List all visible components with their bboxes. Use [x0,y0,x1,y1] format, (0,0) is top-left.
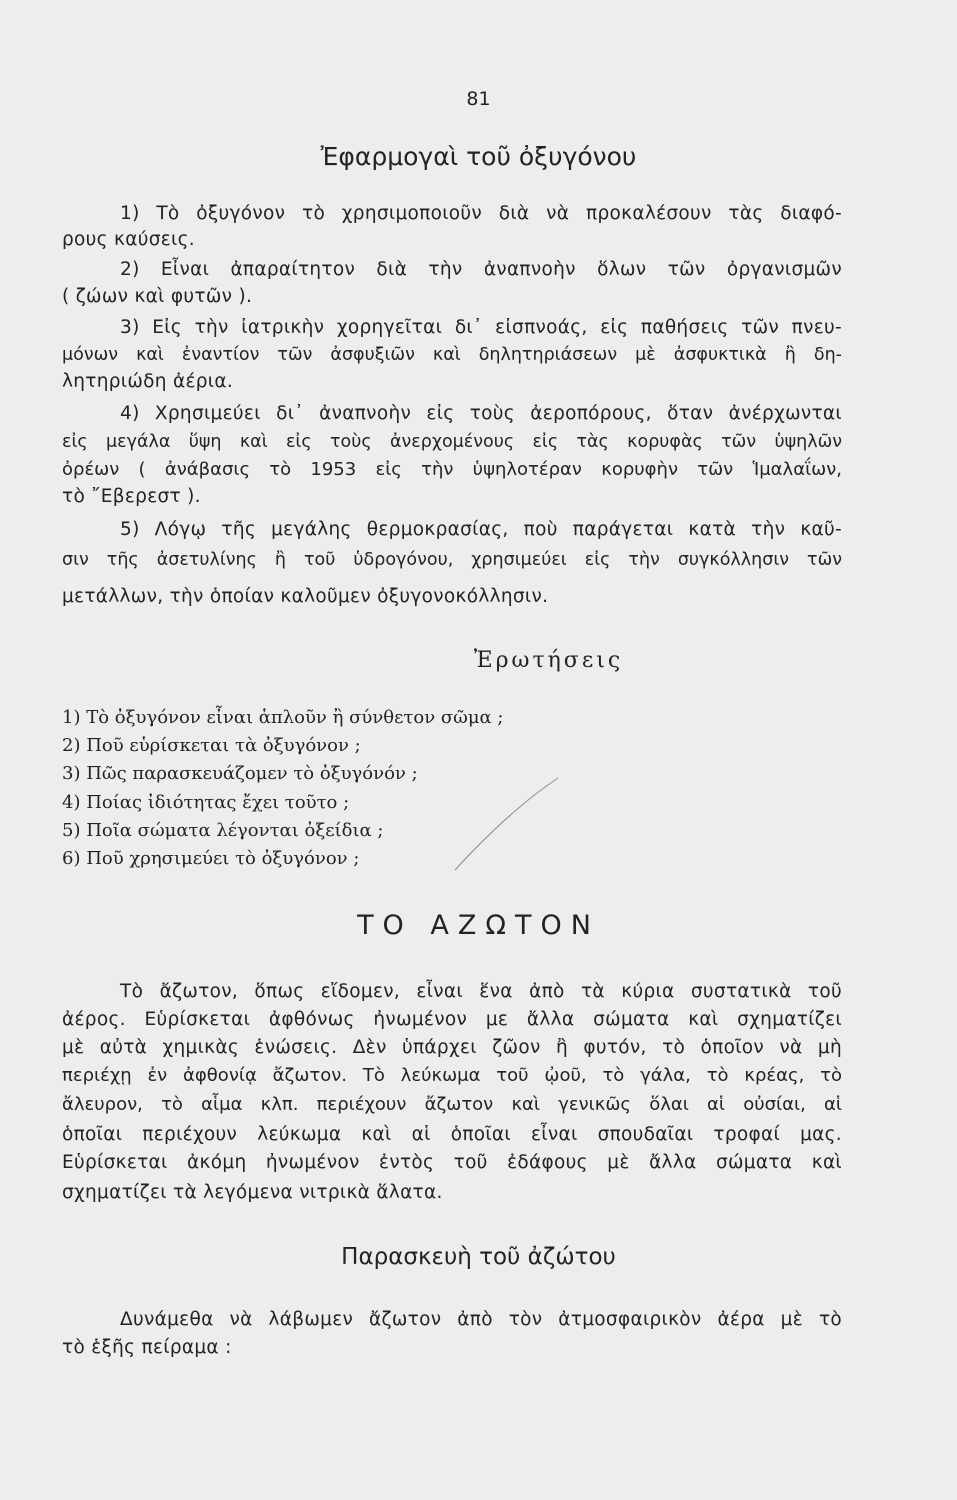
question-item: 3) Πῶς παρασκευάζομεν τὸ ὀξυγόνόν ; [62,763,418,784]
text-line: Εὑρίσκεται ἀκόμη ἠνωμένον ἐντὸς τοῦ ἐδάφους μὲ ἄλλα σώματα καὶ [62,1152,842,1173]
text-line: τὸ ἑξῆς πείραμα : [62,1337,232,1358]
text-line: 1) Τὸ ὀξυγόνον τὸ χρησιμοποιοῦν διὰ νὰ προκαλέσουν τὰς διαφό- [120,203,842,224]
text-line: Τὸ ἄζωτον, ὅπως εἴδομεν, εἶναι ἕνα ἀπὸ τὰ κύρια συστατικὰ τοῦ [120,981,842,1002]
text-line: Δυνάμεθα νὰ λάβωμεν ἄζωτον ἀπὸ τὸν ἀτμοσφαιρικὸν ἀέρα μὲ τὸ [120,1309,842,1330]
text-line: 2) Εἶναι ἀπαραίτητον διὰ τὴν ἀναπνοὴν ὅλων τῶν ὀργανισμῶν [120,259,842,280]
question-item: 2) Ποῦ εὑρίσκεται τὰ ὀξυγόνον ; [62,735,361,756]
text-line: τὸ ῎Εβερεστ ). [62,486,201,507]
text-line: ( ζώων καὶ φυτῶν ). [62,286,253,307]
text-line: 5) Λόγῳ τῆς μεγάλης θερμοκρασίας, ποὺ παράγεται κατὰ τὴν καῦ- [120,519,842,540]
text-line: ἄλευρον, τὸ αἷμα κλπ. περιέχουν ἄζωτον καὶ γενικῶς ὅλαι αἱ οὐσίαι, αἱ [62,1094,842,1115]
text-line: περιέχῃ ἐν ἀφθονίᾳ ἄζωτον. Τὸ λεύκωμα τοῦ ᾠοῦ, τὸ γάλα, τὸ κρέας, τὸ [62,1065,842,1086]
question-item: 6) Ποῦ χρησιμεύει τὸ ὀξυγόνον ; [62,848,360,869]
page-number: 81 [466,88,491,110]
text-line: σχηματίζει τὰ λεγόμενα νιτρικὰ ἅλατα. [62,1182,443,1203]
section-title: Ἐφαρμογαὶ τοῦ ὀξυγόνου [320,142,637,171]
text-line: μόνων καὶ ἐναντίον τῶν ἀσφυξιῶν καὶ δηλητηριάσεων μὲ ἀσφυκτικὰ ἢ δη- [62,345,842,365]
text-line: σιν τῆς ἀσετυλίνης ἢ τοῦ ὑδρογόνου, χρησιμεύει εἰς τὴν συγκόλλησιν τῶν [62,550,842,570]
question-item: 4) Ποίας ἰδιότητας ἔχει τοῦτο ; [62,792,350,813]
text-line: 4) Χρησιμεύει δι᾽ ἀναπνοὴν εἰς τοὺς ἀεροπόρους, ὅταν ἀνέρχωνται [120,403,842,424]
text-line: ὁποῖαι περιέχουν λεύκωμα καὶ αἱ ὁποῖαι εἶναι σπουδαῖαι τροφαί μας. [62,1124,842,1145]
text-line: μετάλλων, τὴν ὁποίαν καλοῦμεν ὀξυγονοκόλλησιν. [62,586,549,607]
nitrogen-title: ΤΟ ΑΖΩΤΟΝ [357,910,600,941]
text-line: λητηριώδη ἀέρια. [62,371,234,392]
text-line: 3) Εἰς τὴν ἰατρικὴν χορηγεῖται δι᾽ εἰσπνοάς, εἰς παθήσεις τῶν πνευ- [120,317,842,338]
pen-mark [440,770,570,880]
question-item: 1) Τὸ ὀξυγόνον εἶναι ἁπλοῦν ἢ σύνθετον σῶμα ; [62,707,504,728]
question-item: 5) Ποῖα σώματα λέγονται ὀξείδια ; [62,820,384,841]
text-line: ὀρέων ( ἀνάβασις τὸ 1953 εἰς τὴν ὑψηλοτέραν κορυφὴν τῶν Ἱμαλαΐων, [62,459,842,480]
text-line: μὲ αὐτὰ χημικὰς ἑνώσεις. Δὲν ὑπάρχει ζῶον ἢ φυτόν, τὸ ὁποῖον νὰ μὴ [62,1037,842,1058]
text-line: ἀέρος. Εὑρίσκεται ἀφθόνως ἠνωμένον με ἄλλα σώματα καὶ σχηματίζει [62,1009,842,1030]
preparation-title: Παρασκευὴ τοῦ ἀζώτου [341,1244,616,1270]
text-line: εἰς μεγάλα ὕψη καὶ εἰς τοὺς ἀνερχομένους εἰς τὰς κορυφὰς τῶν ὑψηλῶν [62,432,842,452]
text-line: ρους καύσεις. [62,229,195,250]
questions-title: Ἐρωτήσεις [473,648,624,673]
